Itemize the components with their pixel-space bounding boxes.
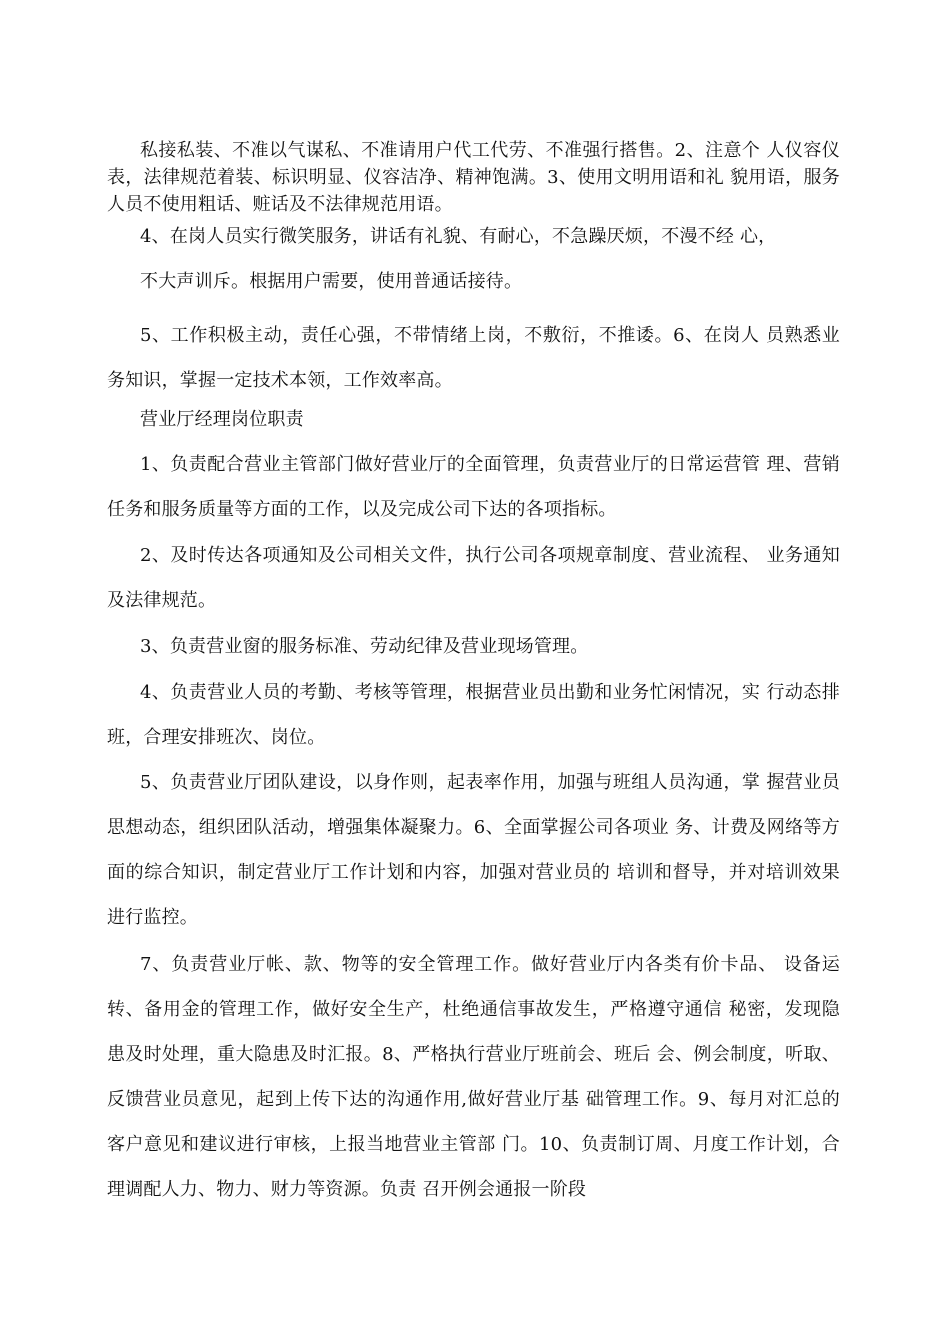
paragraph-9: 5、负责营业厅团队建设，以身作则，起表率作用，加强与班组人员沟通，掌 握营业员思想动态，组织团队活动，增强集体凝聚力。6、全面掌握公司各项业 务、计费及网络等方面的综合知识，制定营业厅工作计划和内容，加强对营业员的 培训和督导，并对培训效果进行监控。 <box>107 772 840 928</box>
paragraph-8: 4、负责营业人员的考勤、考核等管理，根据营业员出勤和业务忙闲情况，实 行动态排班，合理安排班次、岗位。 <box>107 682 840 748</box>
section-heading: 营业厅经理岗位职责 <box>140 409 304 430</box>
paragraph-10: 7、负责营业厅帐、款、物等的安全管理工作。做好营业厅内各类有价卡品、 设备运转、备用金的管理工作，做好安全生产，杜绝通信事故发生，严格遵守通信 秘密，发现隐患及时处理，重大隐患及时汇报。8、严格执行营业厅班前会、班后 会、例会制度，听取、反馈营业员意见，起到上传下达的沟通作用,做好营业厅基 础管理工作。9、每月对汇总的客户意见和建议进行审核，上报当地营业主管部 门。10、负责制订周、月度工作计划，合理调配人力、物力、财力等资源。负责 召开例会通报一阶段 <box>107 954 840 1200</box>
paragraph-1: 私接私装、不准以气谋私、不准请用户代工代劳、不准强行搭售。2、注意个 人仪容仪表，法律规范着装、标识明显、仪容洁净、精神饱满。3、使用文明用语和礼 貌用语，服务人员不使用粗话、赃话及不法律规范用语。 <box>107 140 840 215</box>
paragraph-7: 3、负责营业窗的服务标准、劳动纪律及营业现场管理。 <box>140 636 589 657</box>
paragraph-4: 5、工作积极主动，责任心强，不带情绪上岗，不敷衍，不推诿。6、在岗人 员熟悉业务知识，掌握一定技术本领，工作效率高。 <box>107 325 840 391</box>
paragraph-6: 2、及时传达各项通知及公司相关文件，执行公司各项规章制度、营业流程、 业务通知及法律规范。 <box>107 545 840 611</box>
paragraph-5: 1、负责配合营业主管部门做好营业厅的全面管理，负责营业厅的日常运营管 理、营销任务和服务质量等方面的工作，以及完成公司下达的各项指标。 <box>107 454 840 520</box>
paragraph-2: 4、在岗人员实行微笑服务，讲话有礼貌、有耐心，不急躁厌烦，不漫不经 心， <box>140 226 777 247</box>
paragraph-3: 不大声训斥。根据用户需要，使用普通话接待。 <box>140 271 523 292</box>
